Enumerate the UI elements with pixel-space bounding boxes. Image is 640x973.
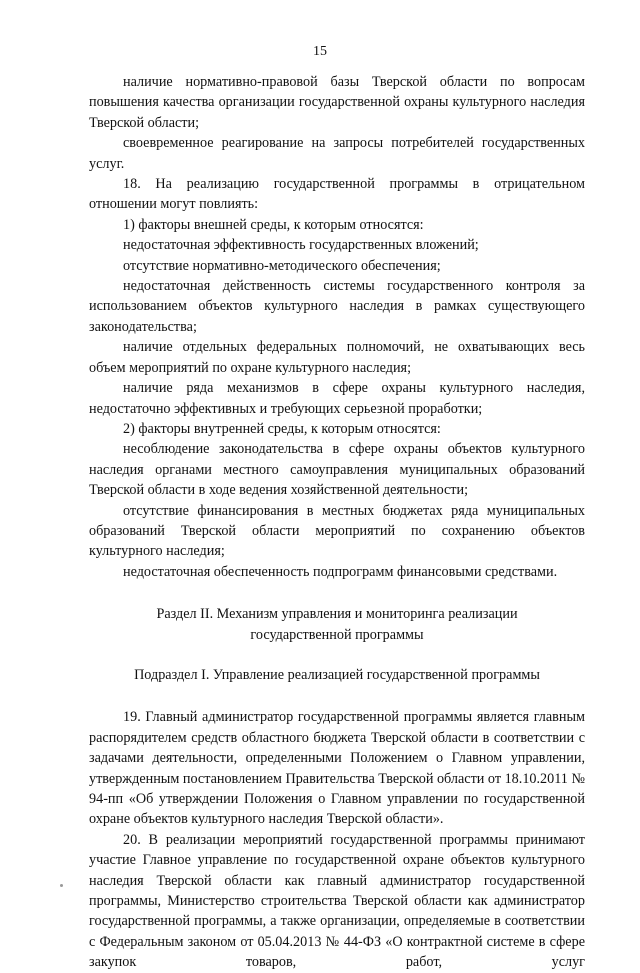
page-number: 15 — [313, 44, 327, 59]
paragraph-no-methodology: отсутствие нормативно-методического обеспечения; — [123, 257, 441, 274]
paragraph-item-18: 18. На реализацию государственной программы в отрицательном отношении могут повлиять: — [89, 176, 585, 213]
paragraph-no-funding: отсутствие финансирования в местных бюджетах ряда муниципальных образований Тверской области мероприятий по сохранению объектов культурного наследия; — [89, 502, 585, 560]
paragraph-legal-base: наличие нормативно-правовой базы Тверской области по вопросам повышения качества организации государственной охраны культурного наследия Тверской области; — [89, 74, 585, 131]
document-body — [89, 72, 585, 973]
scan-speck — [60, 884, 63, 887]
paragraph-item-20: 20. В реализации мероприятий государственной программы принимают участие Главное управление по государственной охране объектов культурного наследия Тверской области как главный администратор государственной программы, Министерство строительства Тверской области как администратор государственной программы, а также организации, определяемые в соответствии с Федеральным законом от 05.04.2013 № 44-ФЗ «О контрактной системе в сфере закупок товаров, работ, услуг — [89, 831, 585, 971]
paragraph-insufficient-investment: недостаточная эффективность государственных вложений; — [123, 237, 479, 254]
section-heading-line-2: государственной программы — [250, 626, 424, 643]
paragraph-item-19: 19. Главный администратор государственной программы является главным распорядителем средств областного бюджета Тверской области в соответствии с задачами деятельности, определенными Положением о Главном управлении, утвержденным постановлением Правительства Тверской области от 18.10.2011 № 94-пп «Об утверждении Положения о Главном управлении по государственной охране объектов культурного наследия Тверской области». — [89, 709, 585, 828]
section-heading — [89, 604, 585, 645]
paragraph-mechanisms: наличие ряда механизмов в сфере охраны культурного наследия, недостаточно эффективных и требующих серьезной проработки; — [89, 380, 585, 417]
paragraph-noncompliance: несоблюдение законодательства в сфере охраны объектов культурного наследия органами местного самоуправления муниципальных образований Тверской области в ходе ведения хозяйственной деятельности; — [89, 441, 585, 499]
section-heading-line-1: Раздел II. Механизм управления и мониторинга реализации — [156, 606, 518, 623]
subsection-heading: Подраздел I. Управление реализацией государственной программы — [134, 666, 540, 683]
paragraph-external-factors: 1) факторы внешней среды, к которым относятся: — [123, 216, 424, 233]
paragraph-control-system: недостаточная действенность системы государственного контроля за использованием объектов культурного наследия в рамках существующего законодательства; — [89, 278, 585, 335]
paragraph-internal-factors: 2) факторы внутренней среды, к которым относятся: — [123, 420, 441, 437]
paragraph-insufficient-funds: недостаточная обеспеченность подпрограмм финансовыми средствами. — [123, 563, 558, 580]
paragraph-federal-powers: наличие отдельных федеральных полномочий, не охватывающих весь объем мероприятий по охране культурного наследия; — [89, 339, 585, 376]
paragraph-timely-response: своевременное реагирование на запросы потребителей государственных услуг. — [89, 135, 585, 172]
